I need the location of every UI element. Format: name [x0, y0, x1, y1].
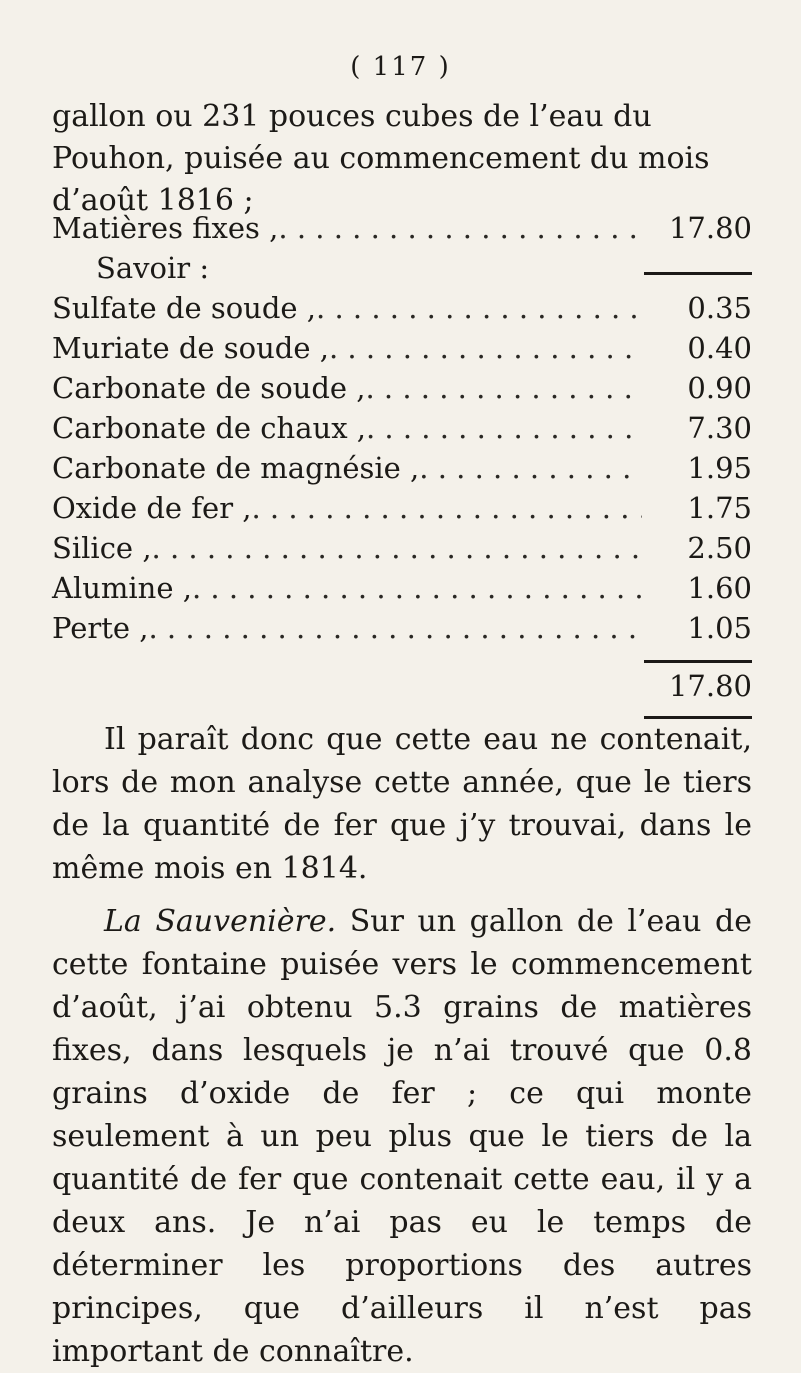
row-label: Perte , — [52, 611, 149, 645]
intro-text: gallon ou 231 pouces cubes de l’eau du Pouhon, puisée au commencement du mois d’août 1816 ; — [52, 99, 710, 218]
table-row — [52, 568, 752, 608]
sum-rule-top — [52, 648, 752, 668]
header-value: 17.80 — [668, 211, 752, 245]
table-row — [52, 608, 752, 648]
table-row — [52, 368, 752, 408]
paragraph-conclusion: Il paraît donc que cette eau ne contenait, lors de mon analyse cette année, que le tiers de la quantité de fer que j’y trouvai, dans le même mois en 1814. — [52, 722, 752, 886]
row-label: Carbonate de magnésie , — [52, 451, 420, 485]
composition-table — [52, 208, 752, 724]
subheader-label: Savoir : — [96, 251, 210, 285]
row-value: 7.30 — [687, 411, 752, 445]
section-title: La Sauvenière. — [104, 904, 337, 939]
dot-leader — [278, 208, 642, 248]
dot-leader — [366, 368, 643, 408]
row-value: 2.50 — [687, 531, 752, 565]
table-row — [52, 488, 752, 528]
dot-leader — [419, 448, 642, 488]
dot-leader — [149, 608, 643, 648]
row-value: 0.40 — [687, 331, 752, 365]
dot-leader — [366, 408, 642, 448]
dot-leader — [152, 528, 642, 568]
subheader-rule — [642, 248, 752, 288]
table-header-row — [52, 208, 752, 248]
row-value: 1.05 — [687, 611, 752, 645]
row-label: Silice , — [52, 531, 152, 565]
page-number: ( 117 ) — [350, 52, 451, 82]
table-row — [52, 328, 752, 368]
row-label: Alumine , — [52, 571, 192, 605]
rule-line — [644, 272, 752, 275]
header-label: Matières fixes , — [52, 211, 279, 245]
dot-leader — [192, 568, 642, 608]
row-value: 0.35 — [687, 291, 752, 325]
row-value: 0.90 — [687, 371, 752, 405]
dot-leader — [329, 328, 642, 368]
dot-leader — [316, 288, 642, 328]
total-row — [52, 668, 752, 704]
row-label: Muriate de soude , — [52, 331, 329, 365]
table-subheader-row — [52, 248, 752, 288]
dot-leader — [252, 488, 643, 528]
row-value: 1.60 — [687, 571, 752, 605]
total-value: 17.80 — [668, 669, 752, 703]
row-label: Oxide de fer , — [52, 491, 252, 525]
row-value: 1.75 — [687, 491, 752, 525]
table-row — [52, 408, 752, 448]
rule-line — [644, 660, 752, 663]
row-label: Sulfate de soude , — [52, 291, 317, 325]
table-row — [52, 528, 752, 568]
table-row — [52, 448, 752, 488]
paragraph-text: Sur un gallon de l’eau de cette fontaine puisée vers le commencement d’août, j’ai obtenu 5.3 grains de matières fixes, dans lesquels je n’ai trouvé que 0.8 grains d’oxide de fer ; ce qui monte seulement à un peu plus que le tiers de la quantité de fer que contenait cette eau, il y a deux ans. Je n’ai pas eu le temps de déterminer les proportions des autres principes, que d’ailleurs il n’est pas important de connaître. — [52, 904, 753, 1369]
row-label: Carbonate de chaux , — [52, 411, 366, 445]
paragraph-sauveniere — [52, 900, 752, 1373]
row-value: 1.95 — [687, 451, 752, 485]
table-row — [52, 288, 752, 328]
row-label: Carbonate de soude , — [52, 371, 366, 405]
